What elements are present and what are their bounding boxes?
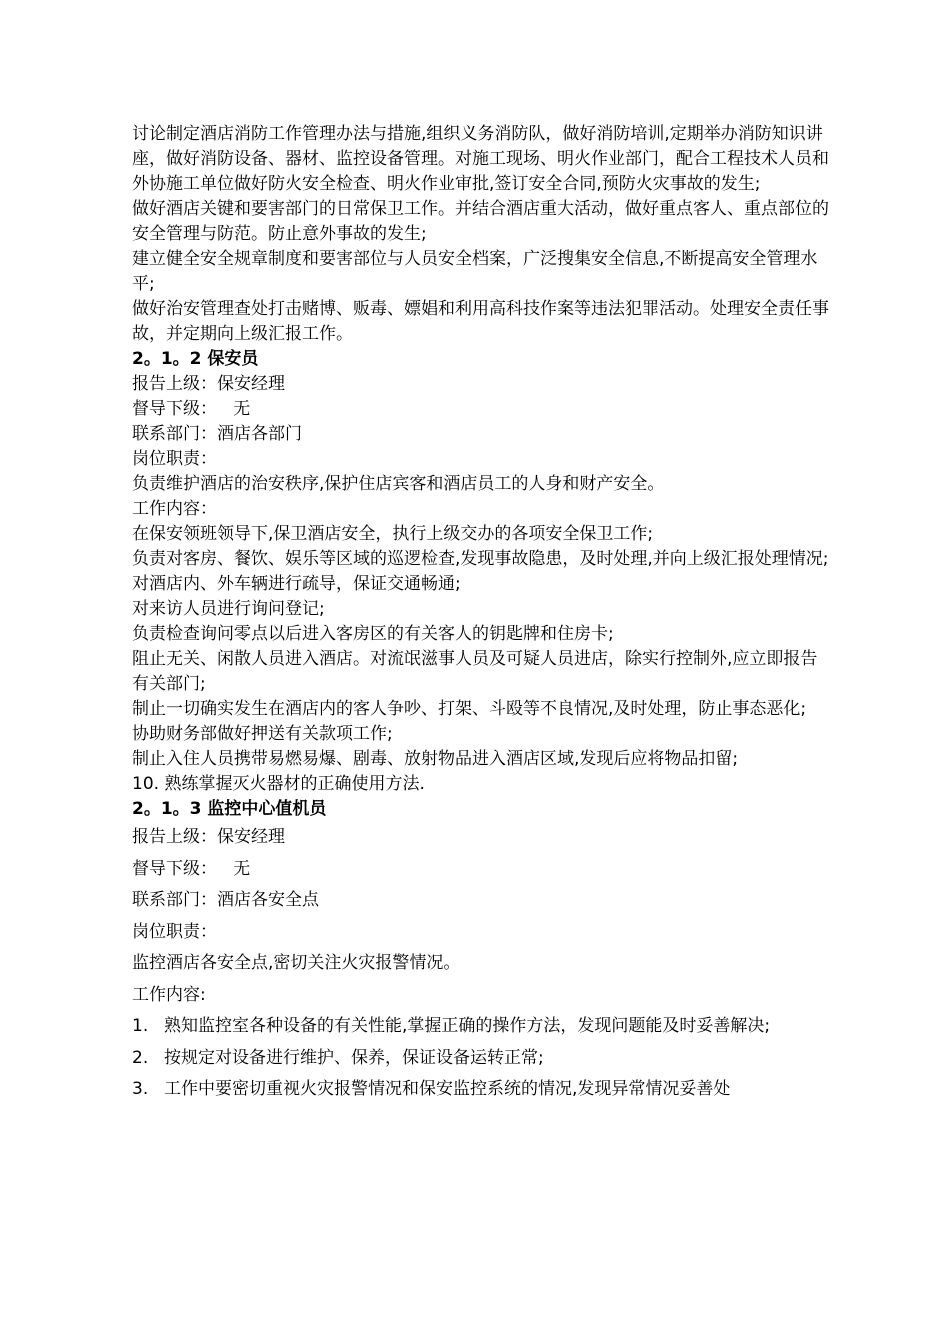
supervise-line: 督导下级： 无	[132, 399, 251, 419]
intro-paragraph: 做好酒店关键和要害部门的日常保卫工作。并结合酒店重大活动，做好重点客人、重点部位的安全管理与防范。防止意外事故的发生;	[132, 199, 829, 244]
intro-paragraph: 做好治安管理查处打击赌博、贩毒、嫖娼和利用高科技作案等违法犯罪活动。处理安全责任事故，并定期向上级汇报工作。	[132, 299, 829, 344]
section-heading-monitor: 2。1。3 监控中心值机员	[132, 799, 327, 819]
work-item: 负责对客房、餐饮、娱乐等区域的巡逻检查,发现事故隐患，及时处理,并向上级汇报处理情况;	[132, 549, 829, 569]
duty-text: 负责维护酒店的治安秩序,保护住店宾客和酒店员工的人身和财产安全。	[132, 474, 665, 494]
work-item: 负责检查询问零点以后进入客房区的有关客人的钥匙牌和住房卡;	[132, 624, 614, 644]
document-body	[132, 122, 832, 1106]
work-item: 制止一切确实发生在酒店内的客人争吵、打架、斗殴等不良情况,及时处理，防止事态恶化;	[132, 699, 807, 719]
intro-paragraph: 讨论制定酒店消防工作管理办法与措施,组织义务消防队，做好消防培训,定期举办消防知识讲座，做好消防设备、器材、监控设备管理。对施工现场、明火作业部门，配合工程技术人员和外协施工单位做好防火安全检查、明火作业审批,签订安全合同,预防火灾事故的发生;	[132, 124, 829, 194]
work-item: 10. 熟练掌握灭火器材的正确使用方法.	[132, 774, 425, 794]
item-number: 1.	[132, 1016, 149, 1036]
duty-text: 监控酒店各安全点,密切关注火灾报警情况。	[132, 953, 461, 973]
item-number: 2.	[132, 1047, 149, 1068]
numbered-work-item	[132, 1074, 832, 1106]
work-item: 在保安领班领导下,保卫酒店安全，执行上级交办的各项安全保卫工作;	[132, 524, 654, 544]
liaison-line: 联系部门：酒店各安全点	[132, 890, 319, 910]
duty-label: 岗位职责：	[132, 921, 217, 942]
intro-paragraph: 建立健全安全规章制度和要害部位与人员安全档案，广泛搜集安全信息,不断提高安全管理水平;	[132, 249, 818, 294]
work-item: 对来访人员进行询问登记;	[132, 599, 325, 619]
work-label: 工作内容：	[132, 499, 217, 519]
numbered-work-item	[132, 1011, 832, 1043]
section-heading-guard: 2。1。2 保安员	[132, 349, 259, 369]
work-item: 协助财务部做好押送有关款项工作;	[132, 724, 393, 744]
work-item: 制止入住人员携带易燃易爆、剧毒、放射物品进入酒店区域,发现后应将物品扣留;	[132, 749, 739, 769]
work-label: 工作内容:	[132, 984, 206, 1005]
numbered-work-item	[132, 1043, 832, 1075]
item-text: 熟知监控室各种设备的有关性能,掌握正确的操作方法，发现问题能及时妥善解决;	[164, 1016, 771, 1036]
report-to-line: 报告上级：保安经理	[132, 827, 285, 847]
supervise-line: 督导下级： 无	[132, 858, 251, 879]
liaison-line: 联系部门：酒店各部门	[132, 424, 302, 444]
work-item: 对酒店内、外车辆进行疏导，保证交通畅通;	[132, 574, 461, 594]
item-text: 工作中要密切重视火灾报警情况和保安监控系统的情况,发现异常情况妥善处	[164, 1079, 731, 1099]
work-item: 阻止无关、闲散人员进入酒店。对流氓滋事人员及可疑人员进店，除实行控制外,应立即报告有关部门;	[132, 649, 818, 694]
item-text: 按规定对设备进行维护、保养，保证设备运转正常;	[164, 1047, 544, 1068]
item-number: 3.	[132, 1079, 149, 1099]
report-to-line: 报告上级：保安经理	[132, 374, 285, 394]
duty-label: 岗位职责：	[132, 449, 217, 469]
